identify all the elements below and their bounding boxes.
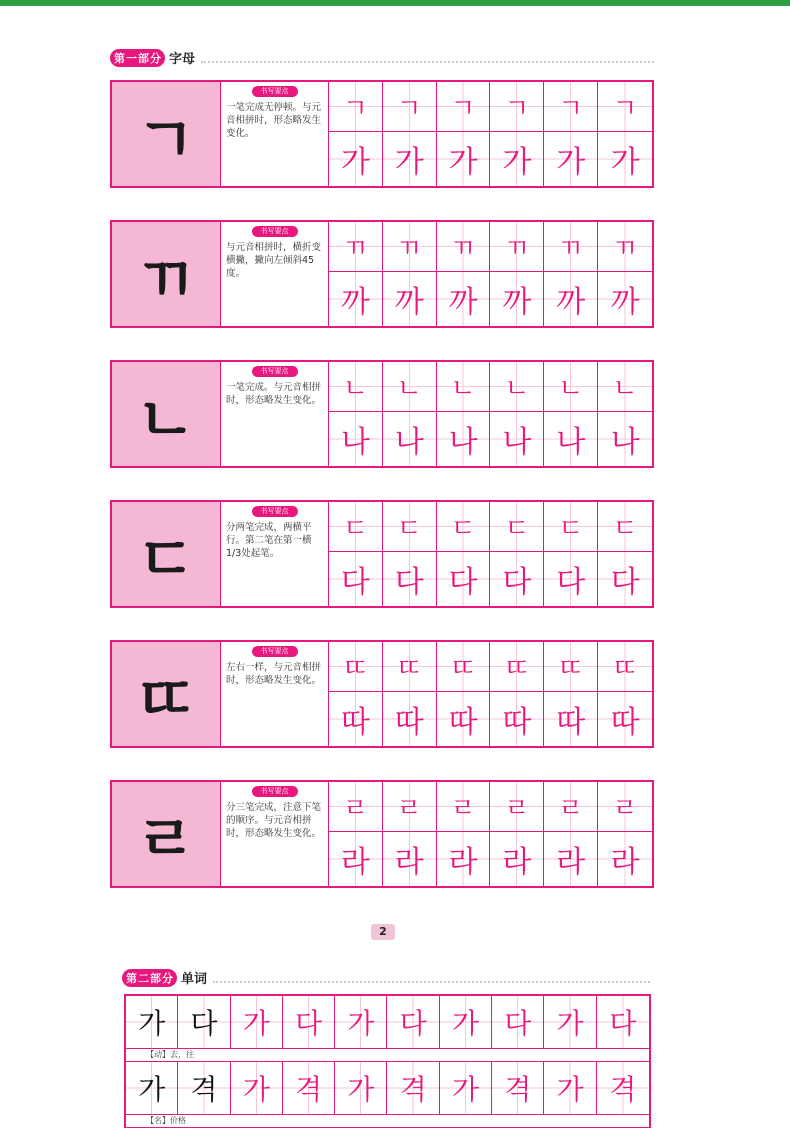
trace-syllable: 라 <box>556 845 586 880</box>
practice-cell[interactable] <box>598 362 652 412</box>
trace-letter: ㄱ <box>558 94 584 124</box>
writing-tip-cell <box>221 362 329 466</box>
tip-badge: 书写要点 <box>252 86 298 97</box>
word-cell[interactable] <box>597 996 649 1048</box>
dotted-divider <box>213 973 650 983</box>
practice-cell[interactable] <box>598 132 652 186</box>
section-title: 字母 <box>169 52 196 67</box>
practice-cell[interactable] <box>598 642 652 692</box>
practice-cell[interactable] <box>598 82 652 132</box>
trace-letter: ㄱ <box>450 94 476 124</box>
section-title: 单词 <box>181 972 208 987</box>
practice-cell[interactable] <box>544 692 598 746</box>
dotted-divider <box>201 53 654 63</box>
practice-cell[interactable] <box>544 132 598 186</box>
practice-cell[interactable] <box>329 82 383 132</box>
word-syllable: 가 <box>347 1007 375 1040</box>
word-syllable: 다 <box>399 1007 427 1040</box>
practice-cell[interactable] <box>544 552 598 606</box>
letter-card <box>110 360 654 468</box>
trace-letter: ㄲ <box>504 234 530 264</box>
word-cell[interactable] <box>387 1062 439 1114</box>
practice-cell[interactable] <box>490 642 544 692</box>
practice-cell[interactable] <box>383 222 437 272</box>
practice-cell[interactable] <box>544 782 598 832</box>
word-cell[interactable] <box>178 996 230 1048</box>
section-pill <box>122 969 177 987</box>
trace-syllable: 나 <box>394 425 424 460</box>
section-pill <box>110 49 165 67</box>
trace-syllable: 가 <box>448 145 478 180</box>
word-cell[interactable] <box>597 1062 649 1114</box>
tip-badge: 书写要点 <box>252 506 298 517</box>
writing-tip-cell <box>221 782 329 886</box>
word-syllable: 격 <box>504 1073 532 1106</box>
word-syllable: 가 <box>138 1073 166 1106</box>
trace-syllable: 따 <box>394 705 424 740</box>
practice-cell[interactable] <box>437 412 491 466</box>
trace-letter: ㄱ <box>342 94 368 124</box>
trace-letter: ㄸ <box>396 654 422 684</box>
practice-cell[interactable] <box>383 782 437 832</box>
trace-letter: ㄴ <box>342 374 368 404</box>
tip-text: 一笔完成。与元音相拼时，形态略发生变化。 <box>226 382 322 406</box>
trace-syllable: 따 <box>502 705 532 740</box>
practice-cell[interactable] <box>490 272 544 326</box>
trace-letter: ㄸ <box>558 654 584 684</box>
writing-tip-cell <box>221 502 329 606</box>
word-syllable: 격 <box>609 1073 637 1106</box>
trace-letter: ㄹ <box>612 794 638 824</box>
trace-letter: ㄲ <box>450 234 476 264</box>
practice-cell[interactable] <box>490 832 544 886</box>
trace-syllable: 까 <box>610 285 640 320</box>
letter-card <box>110 780 654 888</box>
trace-syllable: 나 <box>448 425 478 460</box>
practice-cell[interactable] <box>383 502 437 552</box>
tip-text: 分三笔完成，注意下笔的顺序。与元音相拼时，形态略发生变化。 <box>226 802 322 839</box>
model-glyph-cell <box>112 222 221 326</box>
practice-cell[interactable] <box>383 132 437 186</box>
pill-char: 第 <box>114 51 125 65</box>
trace-syllable: 까 <box>502 285 532 320</box>
pill-char: 部 <box>138 51 149 65</box>
word-cell[interactable] <box>544 1062 596 1114</box>
practice-cell[interactable] <box>490 222 544 272</box>
trace-letter: ㄷ <box>342 514 368 544</box>
tip-text: 与元音相拼时，横折变横撇，撇向左倾斜45度。 <box>226 242 322 279</box>
word-cell[interactable] <box>231 996 283 1048</box>
practice-cell[interactable] <box>437 502 491 552</box>
letter-card <box>110 640 654 748</box>
practice-cell[interactable] <box>329 642 383 692</box>
practice-cell[interactable] <box>383 82 437 132</box>
letter-card <box>110 220 654 328</box>
trace-syllable: 가 <box>394 145 424 180</box>
word-syllable: 격 <box>399 1073 427 1106</box>
trace-syllable: 까 <box>556 285 586 320</box>
practice-cell[interactable] <box>544 642 598 692</box>
pill-char: 部 <box>150 971 161 985</box>
trace-letter: ㄸ <box>612 654 638 684</box>
trace-syllable: 나 <box>502 425 532 460</box>
trace-letter: ㄴ <box>504 374 530 404</box>
practice-cell[interactable] <box>329 832 383 886</box>
top-bar <box>0 0 790 6</box>
practice-cell[interactable] <box>383 692 437 746</box>
trace-letter: ㄹ <box>396 794 422 824</box>
writing-tip-cell <box>221 82 329 186</box>
word-syllable: 다 <box>609 1007 637 1040</box>
trace-syllable: 따 <box>340 705 370 740</box>
practice-cell[interactable] <box>329 502 383 552</box>
trace-syllable: 라 <box>502 845 532 880</box>
word-cell[interactable] <box>283 996 335 1048</box>
practice-cell[interactable] <box>437 782 491 832</box>
word-cell[interactable] <box>387 996 439 1048</box>
practice-cell[interactable] <box>544 832 598 886</box>
trace-syllable: 따 <box>610 705 640 740</box>
trace-syllable: 라 <box>610 845 640 880</box>
trace-letter: ㄸ <box>450 654 476 684</box>
trace-letter: ㄷ <box>450 514 476 544</box>
pill-char: 分 <box>150 51 161 65</box>
trace-syllable: 가 <box>502 145 532 180</box>
trace-letter: ㄸ <box>504 654 530 684</box>
model-glyph: ㄹ <box>136 802 196 876</box>
trace-syllable: 까 <box>448 285 478 320</box>
word-cell[interactable] <box>126 996 178 1048</box>
word-syllable: 다 <box>504 1007 532 1040</box>
trace-syllable: 까 <box>394 285 424 320</box>
practice-cell[interactable] <box>490 82 544 132</box>
word-meaning: 【动】去，往 <box>126 1049 649 1062</box>
trace-letter: ㄷ <box>504 514 530 544</box>
practice-cell[interactable] <box>598 502 652 552</box>
practice-cell[interactable] <box>437 642 491 692</box>
practice-cell[interactable] <box>383 552 437 606</box>
trace-letter: ㄲ <box>612 234 638 264</box>
trace-syllable: 다 <box>394 565 424 600</box>
word-syllable: 가 <box>242 1007 270 1040</box>
practice-cell[interactable] <box>544 82 598 132</box>
practice-cell[interactable] <box>437 222 491 272</box>
tip-badge: 书写要点 <box>252 366 298 377</box>
practice-cell[interactable] <box>598 552 652 606</box>
trace-syllable: 라 <box>394 845 424 880</box>
practice-cell[interactable] <box>437 552 491 606</box>
trace-syllable: 가 <box>340 145 370 180</box>
practice-grid <box>329 782 652 886</box>
letter-card <box>110 80 654 188</box>
tip-badge: 书写要点 <box>252 786 298 797</box>
section-header-letters <box>110 48 654 67</box>
practice-cell[interactable] <box>490 132 544 186</box>
word-cell[interactable] <box>231 1062 283 1114</box>
practice-grid <box>329 642 652 746</box>
practice-cell[interactable] <box>383 272 437 326</box>
practice-cell[interactable] <box>437 362 491 412</box>
trace-letter: ㄷ <box>396 514 422 544</box>
trace-syllable: 다 <box>556 565 586 600</box>
trace-syllable: 다 <box>610 565 640 600</box>
trace-syllable: 나 <box>340 425 370 460</box>
word-cell[interactable] <box>440 1062 492 1114</box>
trace-letter: ㄹ <box>342 794 368 824</box>
tip-text: 一笔完成无停顿。与元音相拼时，形态略发生变化。 <box>226 102 322 139</box>
practice-cell[interactable] <box>329 272 383 326</box>
trace-letter: ㄹ <box>450 794 476 824</box>
practice-cell[interactable] <box>598 692 652 746</box>
practice-cell[interactable] <box>544 412 598 466</box>
tip-text: 分两笔完成，两横平行。第二笔在第一横1/3处起笔。 <box>226 522 312 559</box>
section-header-words <box>122 968 650 987</box>
model-glyph: ㄴ <box>136 382 196 456</box>
word-cell[interactable] <box>544 996 596 1048</box>
model-glyph: ㄷ <box>136 522 196 596</box>
model-glyph: ㄲ <box>136 242 196 316</box>
model-glyph: ㄱ <box>136 102 196 176</box>
practice-grid <box>329 362 652 466</box>
practice-cell[interactable] <box>437 272 491 326</box>
practice-cell[interactable] <box>383 412 437 466</box>
writing-tip-cell <box>221 642 329 746</box>
word-syllable: 가 <box>556 1007 584 1040</box>
practice-cell[interactable] <box>544 222 598 272</box>
practice-cell[interactable] <box>490 362 544 412</box>
practice-grid <box>329 222 652 326</box>
tip-badge: 书写要点 <box>252 646 298 657</box>
word-practice-table <box>124 994 651 1128</box>
trace-letter: ㄷ <box>558 514 584 544</box>
letter-card <box>110 500 654 608</box>
word-syllable: 가 <box>556 1073 584 1106</box>
word-cell[interactable] <box>335 996 387 1048</box>
practice-cell[interactable] <box>437 82 491 132</box>
pill-char: 二 <box>138 971 149 985</box>
word-row <box>126 1062 649 1115</box>
practice-cell[interactable] <box>437 132 491 186</box>
word-syllable: 격 <box>190 1073 218 1106</box>
practice-cell[interactable] <box>598 272 652 326</box>
word-syllable: 가 <box>138 1007 166 1040</box>
word-cell[interactable] <box>126 1062 178 1114</box>
word-syllable: 가 <box>451 1073 479 1106</box>
trace-syllable: 라 <box>340 845 370 880</box>
practice-cell[interactable] <box>383 832 437 886</box>
practice-cell[interactable] <box>329 782 383 832</box>
practice-cell[interactable] <box>329 412 383 466</box>
tip-text: 左右一样，与元音相拼时，形态略发生变化。 <box>226 662 322 686</box>
trace-letter: ㄲ <box>396 234 422 264</box>
trace-letter: ㄴ <box>558 374 584 404</box>
practice-cell[interactable] <box>329 552 383 606</box>
word-syllable: 가 <box>242 1073 270 1106</box>
trace-syllable: 나 <box>556 425 586 460</box>
trace-letter: ㄴ <box>450 374 476 404</box>
word-cell[interactable] <box>283 1062 335 1114</box>
trace-letter: ㄹ <box>558 794 584 824</box>
word-syllable: 격 <box>295 1073 323 1106</box>
trace-syllable: 따 <box>448 705 478 740</box>
pill-char: 一 <box>126 51 137 65</box>
pill-char: 第 <box>126 971 137 985</box>
trace-syllable: 다 <box>448 565 478 600</box>
trace-syllable: 라 <box>448 845 478 880</box>
model-glyph-cell <box>112 82 221 186</box>
trace-letter: ㄱ <box>396 94 422 124</box>
trace-letter: ㄱ <box>504 94 530 124</box>
trace-letter: ㄸ <box>342 654 368 684</box>
word-row <box>126 996 649 1049</box>
pill-char: 分 <box>162 971 173 985</box>
practice-cell[interactable] <box>329 362 383 412</box>
trace-syllable: 가 <box>556 145 586 180</box>
word-syllable: 가 <box>451 1007 479 1040</box>
practice-grid <box>329 82 652 186</box>
practice-cell[interactable] <box>490 552 544 606</box>
practice-cell[interactable] <box>329 132 383 186</box>
word-cell[interactable] <box>492 1062 544 1114</box>
practice-cell[interactable] <box>490 502 544 552</box>
page-number: 2 <box>371 924 395 940</box>
practice-cell[interactable] <box>598 222 652 272</box>
practice-cell[interactable] <box>544 362 598 412</box>
model-glyph-cell <box>112 502 221 606</box>
model-glyph: ㄸ <box>136 662 196 736</box>
trace-letter: ㄲ <box>342 234 368 264</box>
trace-syllable: 나 <box>610 425 640 460</box>
trace-letter: ㄹ <box>504 794 530 824</box>
practice-cell[interactable] <box>490 412 544 466</box>
practice-cell[interactable] <box>490 692 544 746</box>
trace-letter: ㄴ <box>612 374 638 404</box>
trace-syllable: 다 <box>502 565 532 600</box>
trace-letter: ㄲ <box>558 234 584 264</box>
trace-letter: ㄴ <box>396 374 422 404</box>
word-syllable: 다 <box>295 1007 323 1040</box>
model-glyph-cell <box>112 782 221 886</box>
trace-letter: ㄷ <box>612 514 638 544</box>
word-cell[interactable] <box>335 1062 387 1114</box>
word-syllable: 다 <box>190 1007 218 1040</box>
writing-tip-cell <box>221 222 329 326</box>
trace-syllable: 다 <box>340 565 370 600</box>
word-cell[interactable] <box>440 996 492 1048</box>
practice-cell[interactable] <box>598 412 652 466</box>
practice-cell[interactable] <box>490 782 544 832</box>
practice-cell[interactable] <box>383 642 437 692</box>
word-syllable: 가 <box>347 1073 375 1106</box>
trace-syllable: 까 <box>340 285 370 320</box>
practice-cell[interactable] <box>329 692 383 746</box>
practice-cell[interactable] <box>383 362 437 412</box>
trace-letter: ㄱ <box>612 94 638 124</box>
practice-grid <box>329 502 652 606</box>
practice-cell[interactable] <box>437 832 491 886</box>
trace-syllable: 가 <box>610 145 640 180</box>
practice-cell[interactable] <box>598 782 652 832</box>
practice-cell[interactable] <box>544 502 598 552</box>
practice-cell[interactable] <box>544 272 598 326</box>
word-meaning: 【名】价格 <box>126 1115 649 1128</box>
practice-cell[interactable] <box>329 222 383 272</box>
practice-cell[interactable] <box>598 832 652 886</box>
word-cell[interactable] <box>178 1062 230 1114</box>
practice-cell[interactable] <box>437 692 491 746</box>
tip-badge: 书写要点 <box>252 226 298 237</box>
word-cell[interactable] <box>492 996 544 1048</box>
model-glyph-cell <box>112 642 221 746</box>
trace-syllable: 따 <box>556 705 586 740</box>
model-glyph-cell <box>112 362 221 466</box>
